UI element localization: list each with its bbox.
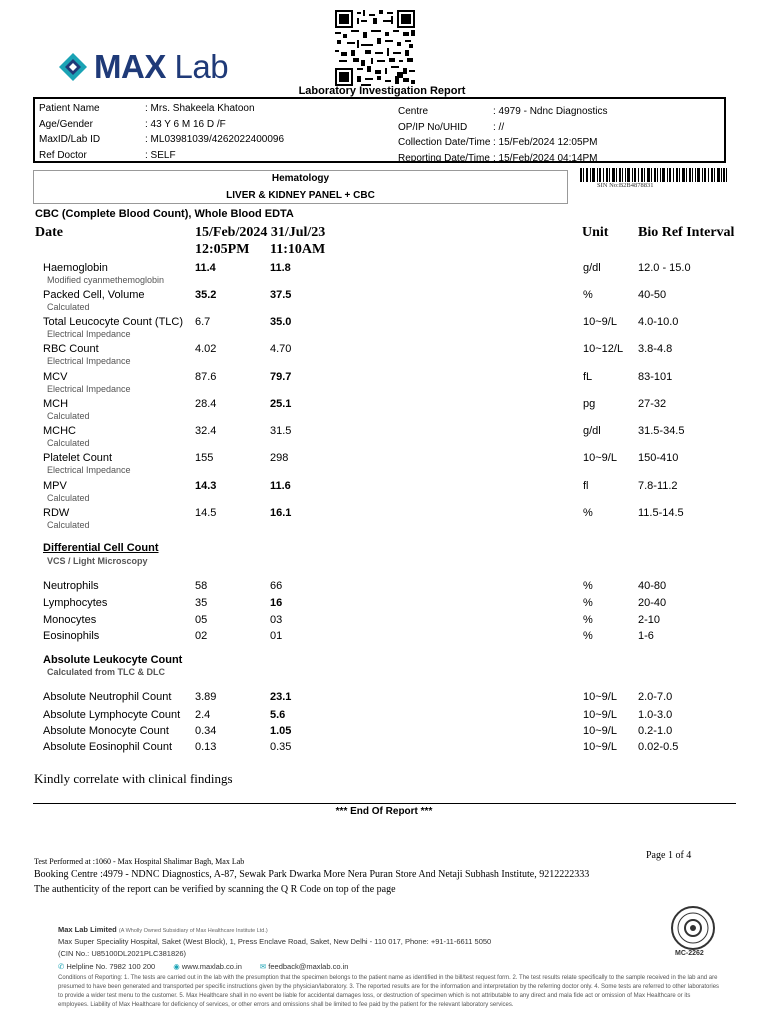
value-previous: 11.8 — [270, 262, 291, 274]
test-name: Absolute Eosinophil Count — [43, 741, 173, 753]
value-current: 14.3 — [195, 480, 217, 492]
test-name: Lymphocytes — [43, 597, 108, 609]
patient-info-box — [33, 97, 726, 163]
label-op-ip: OP/IP No/UHID — [398, 121, 468, 133]
value-previous: 16 — [270, 597, 283, 609]
unit: % — [583, 614, 593, 626]
test-method: Calculated — [47, 493, 90, 503]
reference-interval: 27-32 — [638, 398, 667, 410]
unit: 10~9/L — [583, 725, 617, 737]
test-name: Absolute Neutrophil Count — [43, 691, 172, 703]
unit: 10~9/L — [583, 691, 617, 703]
unit: fL — [583, 371, 593, 383]
test-name: Absolute Monocyte Count — [43, 725, 169, 737]
value-current: 58 — [195, 580, 208, 592]
test-name: MCH — [43, 398, 69, 410]
website[interactable]: ◉ www.maxlab.co.in — [173, 962, 242, 971]
value-current: 0.34 — [195, 725, 217, 737]
max-lab-star-icon — [58, 52, 88, 82]
absolute-title: Absolute Leukocyte Count — [43, 654, 183, 666]
section-title: CBC (Complete Blood Count), Whole Blood EDTA — [35, 208, 294, 220]
value-current: 14.5 — [195, 507, 217, 519]
value-current: 05 — [195, 614, 208, 626]
phone-icon: ✆ — [58, 962, 65, 971]
test-method: Electrical Impedance — [47, 465, 131, 475]
value-current: 6.7 — [195, 316, 211, 328]
reference-interval: 40-50 — [638, 289, 667, 301]
unit: g/dl — [583, 262, 601, 274]
value-current: 11.4 — [195, 262, 216, 274]
value-current: 02 — [195, 630, 208, 642]
col-date1-time: 12:05PM — [195, 242, 250, 257]
test-method: Calculated — [47, 520, 90, 530]
test-name: Absolute Lymphocyte Count — [43, 709, 181, 721]
test-method: Modified cyanmethemoglobin — [47, 275, 165, 285]
col-date2-date: 31/Jul/23 — [270, 225, 326, 240]
value-previous: 79.7 — [270, 371, 292, 383]
unit: 10~9/L — [583, 741, 617, 753]
test-name: Platelet Count — [43, 452, 113, 464]
label-patient-name: Patient Name — [39, 103, 100, 114]
accreditation-code: MC-2262 — [675, 950, 704, 957]
test-method: Calculated — [47, 411, 90, 421]
patient-labels — [39, 101, 100, 163]
value-previous: 66 — [270, 580, 283, 592]
test-name: RDW — [43, 507, 70, 519]
test-method: Electrical Impedance — [47, 329, 131, 339]
company-name: Max Lab Limited — [58, 925, 117, 934]
col-date2-time: 11:10AM — [270, 242, 326, 257]
value-previous: 23.1 — [270, 691, 292, 703]
value-patient-name: : Mrs. Shakeela Khatoon — [145, 103, 255, 114]
reference-interval: 20-40 — [638, 597, 667, 609]
differential-title: Differential Cell Count — [43, 542, 159, 554]
test-name: Neutrophils — [43, 580, 99, 592]
brand-name — [94, 50, 228, 83]
brand-max: MAX — [94, 48, 166, 85]
unit: 10~9/L — [583, 316, 617, 328]
cin-number: (CIN No.: U85100DL2021PLC381826) — [58, 949, 186, 958]
value-collection-date: : 15/Feb/2024 12:05PM — [493, 137, 598, 148]
value-previous: 1.05 — [270, 725, 292, 737]
company-address: Max Super Speciality Hospital, Saket (West Block), 1, Press Enclave Road, Saket, New Delhi - 110 017, Phone: +91-11-6611 5050 — [58, 937, 492, 946]
panel-name: LIVER & KIDNEY PANEL + CBC — [226, 190, 375, 201]
qr-code-icon — [335, 10, 415, 86]
test-method: Electrical Impedance — [47, 356, 131, 366]
col-unit: Unit — [582, 225, 609, 240]
value-lab-id: : ML03981039/4262022400096 — [145, 134, 285, 145]
unit: fl — [583, 480, 589, 492]
department-box — [33, 170, 568, 204]
centre-labels — [398, 104, 490, 166]
reference-interval: 31.5-34.5 — [638, 425, 685, 437]
unit: % — [583, 289, 593, 301]
reference-interval: 3.8-4.8 — [638, 343, 673, 355]
value-op-ip: : // — [493, 121, 505, 133]
absolute-method: Calculated from TLC & DLC — [47, 667, 166, 677]
label-collection-date: Collection Date/Time — [398, 137, 491, 148]
unit: % — [583, 507, 593, 519]
value-centre: : 4979 - Ndnc Diagnostics — [493, 106, 608, 117]
test-method: Calculated — [47, 302, 90, 312]
col-date: Date — [35, 225, 63, 240]
test-name: RBC Count — [43, 343, 99, 355]
company-line — [58, 925, 268, 934]
unit: g/dl — [583, 425, 601, 437]
value-ref-doctor: : SELF — [145, 149, 176, 161]
value-current: 4.02 — [195, 343, 217, 355]
test-name: Packed Cell, Volume — [43, 289, 145, 301]
globe-icon: ◉ — [173, 962, 180, 971]
col-date1-date: 15/Feb/2024 — [195, 225, 268, 240]
reference-interval: 2-10 — [638, 614, 661, 626]
reference-interval: 11.5-14.5 — [638, 507, 684, 519]
test-name: Eosinophils — [43, 630, 100, 642]
value-current: 35 — [195, 597, 208, 609]
authenticity-note: The authenticity of the report can be verified by scanning the Q R Code on top of the page — [34, 884, 396, 895]
test-method: Electrical Impedance — [47, 384, 131, 394]
reference-interval: 0.2-1.0 — [638, 725, 673, 737]
conditions-of-reporting: Conditions of Reporting: 1. The tests are carried out in the lab with the presumption that the specimen belongs to the patient name as identified in the bill/test request form. 2. The test results relate specifically to the sample received in the lab and are presumed to have been generated and transported per specific instructions given by the physician/laboratory. 3. The reported results are for the information and interpretation by the referring doctor only. 4. Some tests are referred to other laboratories to provide a wider test menu to the customer. 5. Max Healthcare shall in no event be liable for accidental damages loss, or destruction of specimen which is not attributable to any direct and mala fide act or omission of Max Healthcare or its employees. Liability of Max Healthcare for deficiency of services, or other errors and omissions shall be limited to fee paid by the patient for the relevant laboratory services. — [58, 975, 720, 1008]
value-current: 35.2 — [195, 289, 217, 301]
label-ref-doctor: Ref Doctor — [39, 149, 87, 161]
reference-interval: 83-101 — [638, 371, 673, 383]
email[interactable]: ✉ feedback@maxlab.co.in — [259, 962, 349, 971]
reference-interval: 12.0 - 15.0 — [638, 262, 691, 274]
differential-method: VCS / Light Microscopy — [47, 556, 148, 566]
test-name: Haemoglobin — [43, 262, 108, 274]
mail-icon: ✉ — [259, 962, 267, 971]
patient-values — [145, 101, 284, 163]
value-previous: 5.6 — [270, 709, 286, 721]
nabl-seal-icon — [670, 905, 716, 951]
value-previous: 4.70 — [270, 343, 292, 355]
label-age-gender: Age/Gender — [39, 118, 93, 130]
value-reporting-date: : 15/Feb/2024 04:14PM — [493, 152, 598, 164]
label-reporting-date: Reporting Date/Time — [398, 152, 490, 164]
reference-interval: 1.0-3.0 — [638, 709, 673, 721]
sin-number: SIN No:B2B4878831 — [597, 182, 654, 189]
value-previous: 37.5 — [270, 289, 292, 301]
value-previous: 0.35 — [270, 741, 292, 753]
reference-interval: 150-410 — [638, 452, 679, 464]
reference-interval: 40-80 — [638, 580, 667, 592]
reference-interval: 1-6 — [638, 630, 654, 642]
value-previous: 03 — [270, 614, 283, 626]
test-name: Total Leucocyte Count (TLC) — [43, 316, 184, 328]
helpline: ✆ Helpline No. 7982 100 200 — [58, 962, 156, 971]
value-previous: 16.1 — [270, 507, 292, 519]
unit: pg — [583, 398, 596, 410]
booking-centre: Booking Centre :4979 - NDNC Diagnostics, A-87, Sewak Park Dwarka More Nera Puran Store And Netaji Subhash Institute, 9212222333 — [34, 869, 590, 880]
test-method: Calculated — [47, 438, 90, 448]
barcode-icon — [580, 168, 727, 182]
brand-lab: Lab — [174, 48, 229, 85]
value-current: 3.89 — [195, 691, 217, 703]
department-name: Hematology — [271, 173, 330, 184]
test-name: Monocytes — [43, 614, 97, 626]
report-title: Laboratory Investigation Report — [298, 85, 466, 97]
value-current: 0.13 — [195, 741, 217, 753]
reference-interval: 0.02-0.5 — [638, 741, 679, 753]
value-current: 28.4 — [195, 398, 217, 410]
value-previous: 35.0 — [270, 316, 292, 328]
unit: % — [583, 580, 593, 592]
performed-at: Test Performed at :1060 - Max Hospital Shalimar Bagh, Max Lab — [34, 857, 245, 866]
max-lab-logo — [58, 50, 228, 83]
col-date1 — [195, 225, 325, 241]
value-previous: 25.1 — [270, 398, 292, 410]
value-current: 2.4 — [195, 709, 211, 721]
value-previous: 01 — [270, 630, 283, 642]
company-sub: (A Wholly Owned Subsidiary of Max Healthcare Institute Ltd.) — [118, 928, 268, 934]
divider — [33, 803, 736, 804]
contact-line — [58, 962, 348, 971]
test-name: MCHC — [43, 425, 76, 437]
value-previous: 11.6 — [270, 480, 291, 492]
unit: 10~9/L — [583, 452, 617, 464]
reference-interval: 2.0-7.0 — [638, 691, 673, 703]
test-name: MCV — [43, 371, 68, 383]
clinical-remark: Kindly correlate with clinical findings — [34, 771, 233, 786]
value-age-gender: : 43 Y 6 M 16 D /F — [145, 118, 226, 130]
value-current: 155 — [195, 452, 214, 464]
end-of-report: *** End Of Report *** — [335, 806, 433, 817]
unit: 10~12/L — [583, 343, 624, 355]
unit: % — [583, 630, 593, 642]
page-number: Page 1 of 4 — [646, 850, 692, 861]
col-ref: Bio Ref Interval — [638, 225, 735, 240]
unit: 10~9/L — [583, 709, 617, 721]
value-previous: 31.5 — [270, 425, 292, 437]
unit: % — [583, 597, 593, 609]
value-current: 32.4 — [195, 425, 217, 437]
centre-values — [493, 104, 608, 166]
reference-interval: 7.8-11.2 — [638, 480, 678, 492]
label-centre: Centre — [398, 106, 429, 117]
label-lab-id: MaxID/Lab ID — [39, 134, 101, 145]
value-previous: 298 — [270, 452, 289, 464]
reference-interval: 4.0-10.0 — [638, 316, 679, 328]
value-current: 87.6 — [195, 371, 217, 383]
test-name: MPV — [43, 480, 67, 492]
